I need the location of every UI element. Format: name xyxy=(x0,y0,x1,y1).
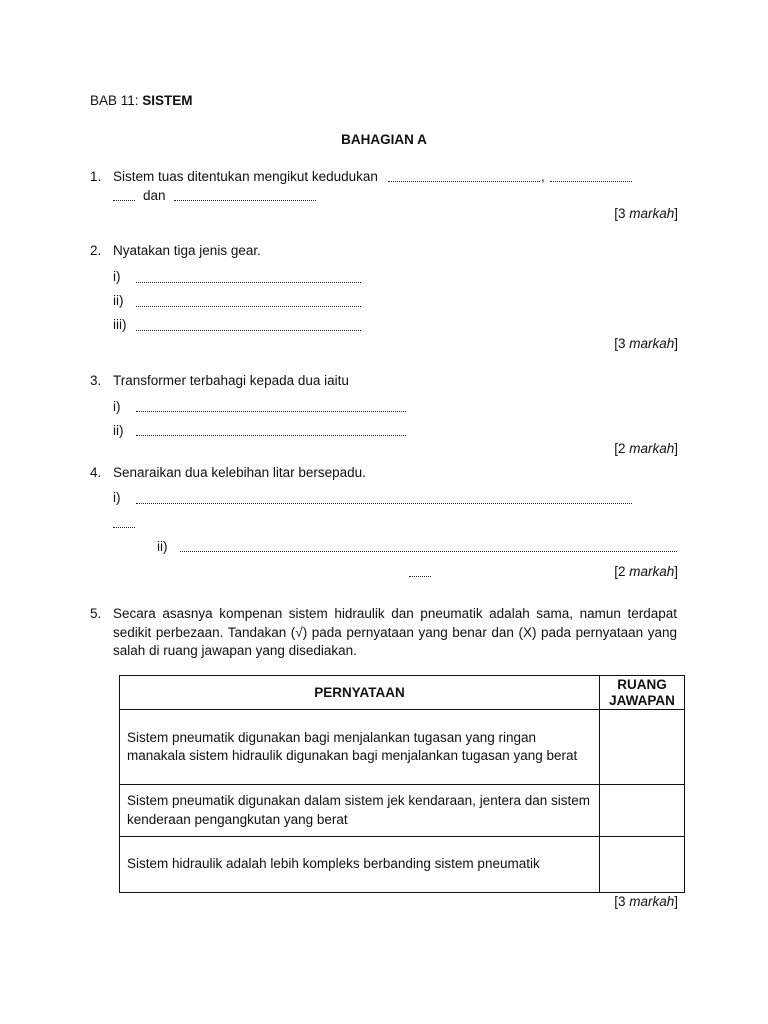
q3-answer-blank-1[interactable] xyxy=(136,411,406,412)
q3-marks xyxy=(614,441,678,457)
q4-text: Senaraikan dua kelebihan litar bersepadu. xyxy=(113,465,366,480)
chapter-title: SISTEM xyxy=(142,93,193,108)
statement-cell: Sistem hidraulik adalah lebih kompleks berbanding sistem pneumatik xyxy=(120,837,600,893)
q3-mark-value: [2 xyxy=(614,441,626,456)
q3-mark-close: ] xyxy=(674,441,678,456)
q5-number: 5. xyxy=(90,606,102,621)
q4-item-label: i) xyxy=(113,490,121,505)
q3-mark-word: markah xyxy=(629,441,675,456)
q1-answer-blank-2[interactable] xyxy=(550,181,632,182)
q5-text: Secara asasnya kompenan sistem hidraulik dan pneumatik adalah sama, namun terdapat sedikit perbezaan. Tandakan (√) pada pernyataan yang benar dan (X) pada pernyataan yang salah di ruang jawapan yang disediakan. xyxy=(113,606,677,658)
answer-cell[interactable] xyxy=(600,837,685,893)
q2-text: Nyatakan tiga jenis gear. xyxy=(113,243,261,258)
q1-mark-value: [3 xyxy=(614,206,626,221)
q1-and: dan xyxy=(143,188,166,203)
q1-marks xyxy=(614,206,678,222)
q3-answer-blank-2[interactable] xyxy=(136,435,406,436)
q5-mark-value: [3 xyxy=(614,894,626,909)
table-row xyxy=(120,785,685,837)
q2-item-label: ii) xyxy=(113,293,124,308)
answer-cell[interactable] xyxy=(600,710,685,785)
q2-answer-blank-1[interactable] xyxy=(136,282,361,283)
q5-mark-word: markah xyxy=(629,894,675,909)
statement-column-header: PERNYATAAN xyxy=(120,676,600,710)
q1-mark-close: ] xyxy=(674,206,678,221)
statement-table xyxy=(119,675,685,893)
chapter-number: BAB 11: xyxy=(90,93,139,108)
q1-mark-word: markah xyxy=(629,206,675,221)
q2-mark-close: ] xyxy=(674,336,678,351)
q4-mark-value: [2 xyxy=(614,564,626,579)
q3-text: Transformer terbahagi kepada dua iaitu xyxy=(113,373,349,388)
q1-answer-blank-3[interactable] xyxy=(174,200,316,201)
statement-cell: Sistem pneumatik digunakan dalam sistem jek kendaraan, jentera dan sistem kenderaan pengangkutan yang berat xyxy=(120,785,600,837)
q4-answer-blank-2[interactable] xyxy=(180,551,677,552)
answer-column-header: RUANG JAWAPAN xyxy=(600,676,685,710)
table-row xyxy=(120,710,685,785)
statement-cell: Sistem pneumatik digunakan bagi menjalankan tugasan yang ringan manakala sistem hidraulik digunakan bagi menjalankan tugasan yang berat xyxy=(120,710,600,785)
q2-mark-value: [3 xyxy=(614,336,626,351)
q4-item-label: ii) xyxy=(157,539,168,554)
q2-mark-word: markah xyxy=(629,336,675,351)
q1-answer-blank-2-cont[interactable] xyxy=(113,200,135,201)
q4-answer-blank-1[interactable] xyxy=(136,503,632,504)
q4-mark-close: ] xyxy=(674,564,678,579)
q2-item-label: iii) xyxy=(113,317,127,332)
table-row xyxy=(120,837,685,893)
q3-item-label: i) xyxy=(113,399,121,414)
q3-item-label: ii) xyxy=(113,423,124,438)
q5-marks xyxy=(614,894,678,910)
table-header-row xyxy=(120,676,685,710)
q4-answer-blank-1-cont[interactable] xyxy=(113,527,135,528)
q1-answer-blank-1[interactable] xyxy=(388,181,540,182)
q5-mark-close: ] xyxy=(674,894,678,909)
q2-item-label: i) xyxy=(113,269,121,284)
q1-comma: , xyxy=(541,169,545,184)
q4-answer-blank-2-cont[interactable] xyxy=(409,576,431,577)
q1-number: 1. xyxy=(90,169,102,184)
q2-marks xyxy=(614,336,678,352)
chapter-heading xyxy=(90,93,193,109)
q3-number: 3. xyxy=(90,373,102,388)
q4-mark-word: markah xyxy=(629,564,675,579)
q4-marks xyxy=(614,564,678,580)
section-title: BAHAGIAN A xyxy=(341,132,427,147)
answer-cell[interactable] xyxy=(600,785,685,837)
q2-answer-blank-3[interactable] xyxy=(136,330,361,331)
q4-number: 4. xyxy=(90,465,102,480)
q2-answer-blank-2[interactable] xyxy=(136,306,361,307)
q2-number: 2. xyxy=(90,243,102,258)
q1-text: Sistem tuas ditentukan mengikut kedudukan xyxy=(113,169,378,184)
